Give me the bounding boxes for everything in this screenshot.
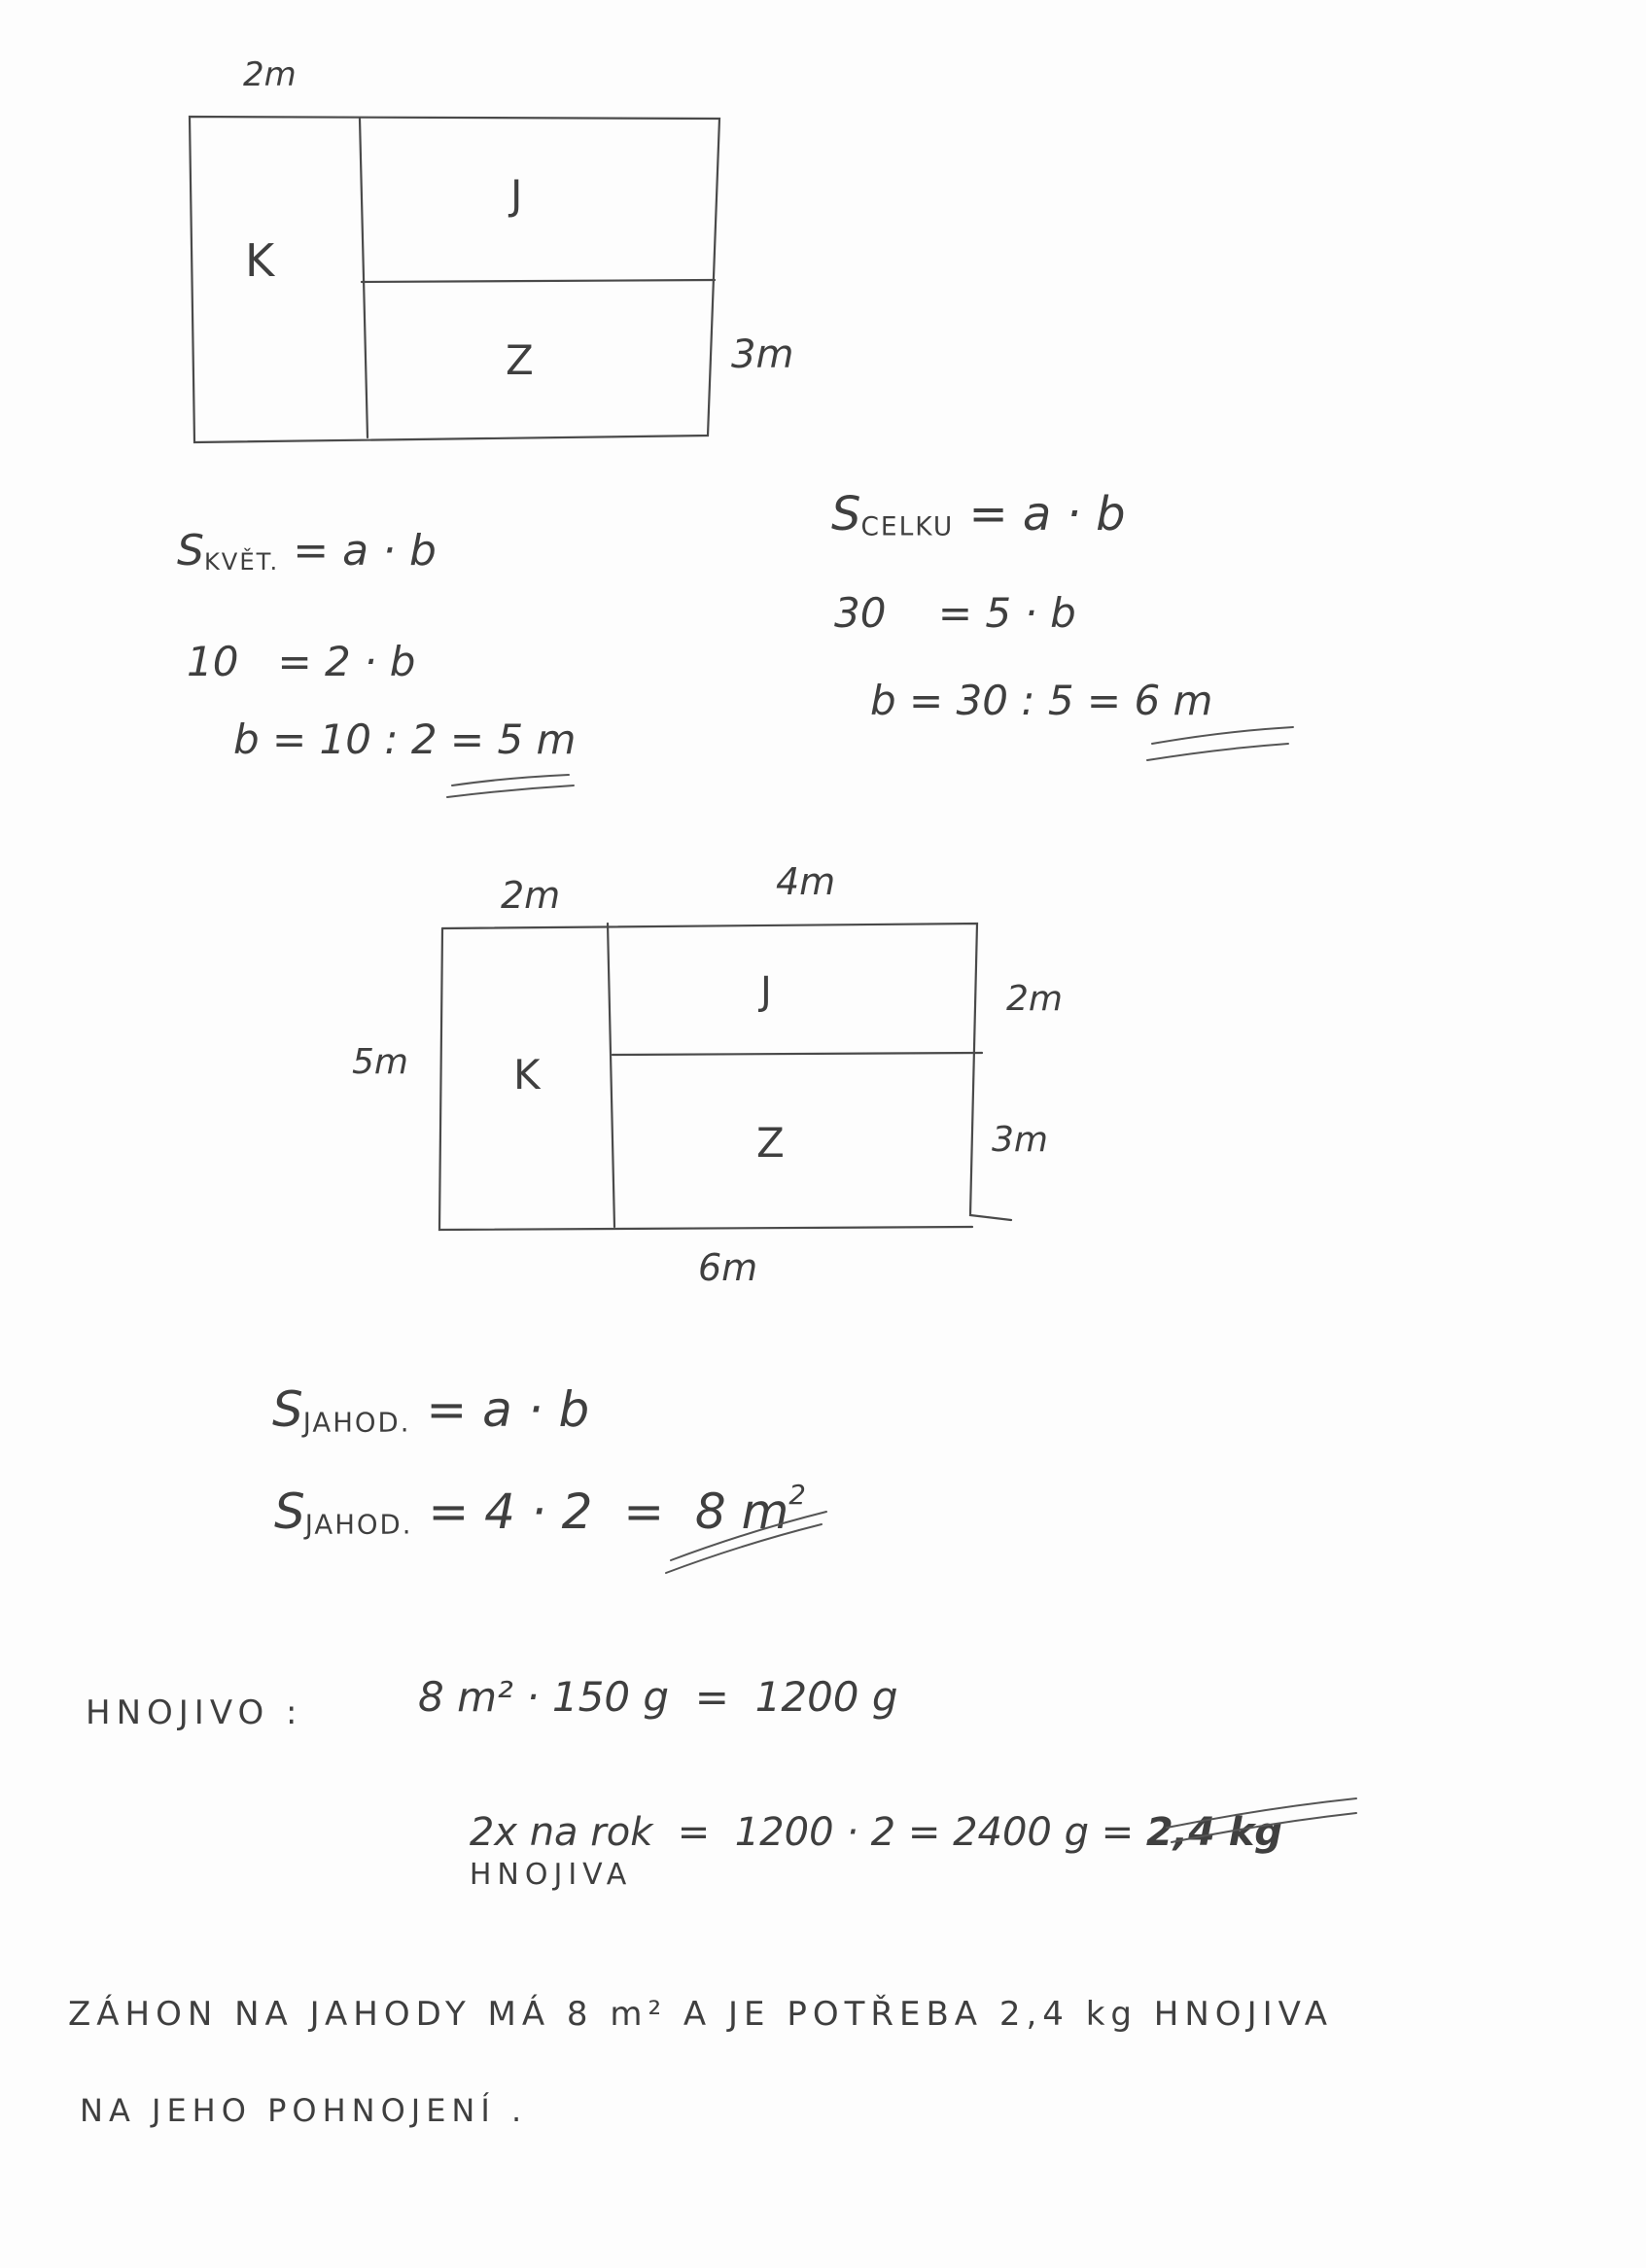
answer-line2: NA JEHO POHNOJENÍ .: [80, 2092, 528, 2129]
fertilizer-line1: 8 m² · 150 g = 1200 g: [418, 1673, 898, 1721]
diagram2-cell-j: J: [760, 969, 772, 1014]
diagram2-cell-z: Z: [756, 1119, 785, 1167]
calc-right-sub: CELKU: [860, 511, 955, 542]
diagram1-top-label: 2m: [243, 55, 297, 94]
diagram2-cell-k: K: [513, 1051, 541, 1099]
calc-area-rest2: = 4 · 2 = 8 m: [428, 1483, 789, 1540]
answer-line1: ZÁHON NA JAHODY MÁ 8 m² A JE POTŘEBA 2,4 kg HNOJIVA: [68, 1995, 1333, 2034]
calc-right-line3: b = 30 : 5 = 6 m: [870, 677, 1213, 724]
calc-right-line2: 30 = 5 · b: [834, 589, 1076, 637]
calc-area-s2: S: [274, 1483, 305, 1540]
fertilizer-line2-prefix: 2x na rok = 1200 · 2 = 2400 g =: [469, 1810, 1146, 1855]
diagram2-left-label: 5m: [352, 1042, 408, 1082]
calc-area-s1: S: [272, 1381, 303, 1438]
calc-area-rest1: = a · b: [426, 1381, 590, 1438]
calc-area-sup2: 2: [788, 1480, 806, 1511]
diagram2-right-upper-label: 2m: [1006, 979, 1063, 1019]
diagram2-bottom-label: 6m: [698, 1246, 758, 1289]
diagram1-right-label: 3m: [731, 332, 794, 377]
calc-left-rest: = a · b: [293, 526, 437, 576]
diagram2-top-right-label: 4m: [776, 860, 836, 903]
calc-right-s: S: [831, 487, 861, 541]
calc-left-s: S: [177, 526, 204, 576]
diagram1-cell-k: K: [245, 234, 275, 287]
fertilizer-line2-suffix: HNOJIVA: [469, 1858, 633, 1892]
diagram1-cell-j: J: [510, 171, 523, 219]
calc-right-rest: = a · b: [968, 487, 1126, 541]
calc-left-line3: b = 10 : 2 = 5 m: [233, 715, 577, 763]
calc-area-sub1: JAHOD.: [302, 1407, 411, 1439]
calc-area-sub2: JAHOD.: [304, 1509, 413, 1541]
diagram1-cell-z: Z: [506, 336, 534, 384]
diagram2-top-left-label: 2m: [501, 874, 561, 917]
calc-left-sub: KVĚT.: [203, 547, 280, 576]
calc-left-line2: 10 = 2 · b: [187, 638, 416, 685]
diagram2-right-lower-label: 3m: [992, 1120, 1048, 1160]
fertilizer-label: HNOJIVO :: [86, 1693, 303, 1732]
fertilizer-result: 2,4 kg: [1145, 1810, 1282, 1855]
